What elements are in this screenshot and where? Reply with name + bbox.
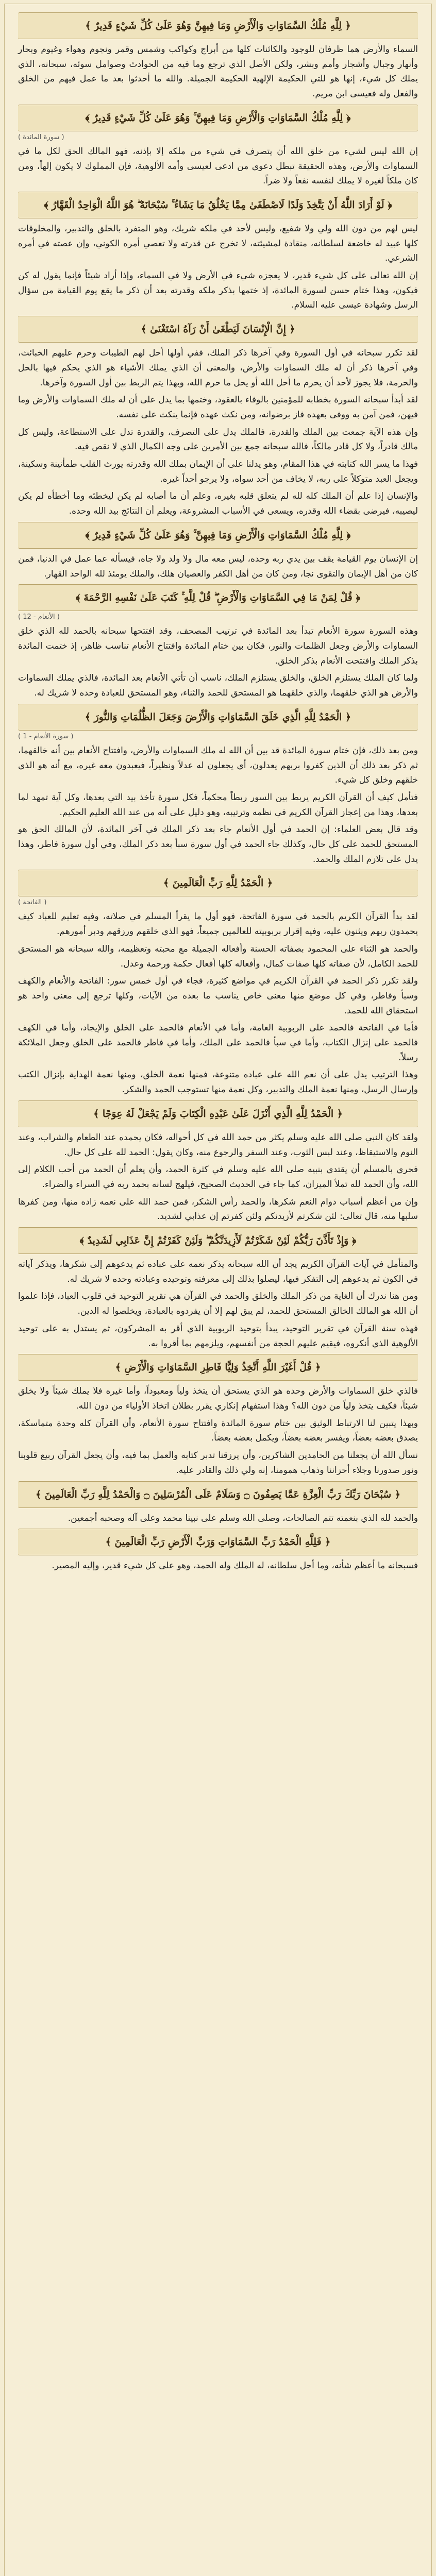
paragraph: ومن بعد ذلك، فإن ختام سورة المائدة قد بين أن الله له ملك السماوات والأرض، وافتتاح الأنعام بين أنه خالقهما، ثم ذكر بعد ذلك أن الذين كفروا بربهم يعدلون، أي يجعلون له عدلاً ونظيراً، فيعبدون معه غيره، مع أنه هو الذي خلقهم وخلق كل شيء. bbox=[18, 745, 418, 786]
verse-reference: ( سورة المائدة ) bbox=[18, 133, 64, 141]
paragraph: ولقد كان النبي صلى الله عليه وسلم يكثر من حمد الله في كل أحواله، فكان يحمده عند الطعام والشراب، وعند النوم والاستيقاظ، وعند لبس الثوب، وعند السفر والرجوع منه، وكان يقول: الحمد لله على كل حال. bbox=[18, 1132, 418, 1158]
quran-verse: ﴿ لِلَّهِ مُلْكُ السَّمَاوَاتِ وَالْأَرْضِ وَمَا فِيهِنَّ ۚ وَهُوَ عَلَىٰ كُلِّ شَيْءٍ قَدِيرٌ ﴾ bbox=[18, 522, 418, 549]
verse-reference: ( الفاتحة ) bbox=[18, 899, 47, 907]
paragraph: وهذه السورة سورة الأنعام تبدأ بعد المائدة في ترتيب المصحف، وقد افتتحها سبحانه بالحمد لله الذي خلق السماوات والأرض وجعل الظلمات والنور، فكان بين ختام المائدة وافتتاح الأنعام تناسب ظاهر، إذ ختمت المائدة بذكر الملك وافتتحت الأنعام بذكر الخلق. bbox=[18, 626, 418, 666]
paragraph: فهذه سنة القرآن في تقرير التوحيد، يبدأ بتوحيد الربوبية الذي أقر به المشركون، ثم يستدل به على توحيد الألوهية الذي أنكروه، فيقيم عليهم الحجة من أنفسهم، ويلزمهم بما أقروا به. bbox=[18, 1323, 418, 1349]
article-body bbox=[18, 42, 418, 1573]
paragraph: ليس لهم من دون الله ولي ولا شفيع، وليس لأحد في ملكه شريك، وهو المتفرد بالخلق والتدبير، والمخلوقات كلها عبيد له خاضعة لسلطانه، منقادة لمشيئته، لا تخرج عن قدرته ولا تعصي أمره الكوني، وإن عصته في أمره الشرعي. bbox=[18, 223, 418, 264]
paragraph: فهذا ما يسر الله كتابته في هذا المقام، وهو يدلنا على أن الإيمان بملك الله وقدرته يورث القلب طمأنينة وسكينة، ويجعل العبد متوكلاً على ربه، لا يخاف من أحد سواه، ولا يرجو أحداً غيره. bbox=[18, 459, 418, 484]
quran-verse: ﴿ وَإِذْ تَأَذَّنَ رَبُّكُمْ لَئِنْ شَكَرْتُمْ لَأَزِيدَنَّكُمْ ۖ وَلَئِنْ كَفَرْتُمْ إِنَّ عَذَابِي لَشَدِيدٌ ﴾ bbox=[18, 1227, 418, 1254]
paragraph: لقد بدأ القرآن الكريم بالحمد في سورة الفاتحة، فهو أول ما يقرأ المسلم في صلاته، وفيه تعليم للعباد كيف يحمدون ربهم ويثنون عليه، وفيه إقرار بربوبيته للعالمين جميعاً، فهو الذي خلقهم ورزقهم ودبر أمورهم. bbox=[18, 911, 418, 937]
paragraph: فالذي خلق السماوات والأرض وحده هو الذي يستحق أن يتخذ ولياً ومعبوداً، وأما غيره فلا يملك شيئاً ولا يخلق شيئاً، فكيف يتخذ ولياً من دون الله؟ وهذا استفهام إنكاري يقرر بطلان اتخاذ الأولياء من دون الله. bbox=[18, 1386, 418, 1411]
paragraph: والإنسان إذا علم أن الملك كله لله لم يتعلق قلبه بغيره، وعلم أن ما أصابه لم يكن ليخطئه وما أخطأه لم يكن ليصيبه، فيرضى بقضاء الله وقدره، ويسعى في الأسباب المشروعة، ويعلم أن النتائج بيد الله وحده. bbox=[18, 491, 418, 517]
paragraph: وإن هذه الآية جمعت بين الملك والقدرة، فالملك يدل على التصرف، والقدرة تدل على الاستطاعة، وليس كل مالك قادراً، ولا كل قادر مالكاً، فالله سبحانه جمع بين الأمرين على وجه الكمال الذي لا نقص فيه. bbox=[18, 427, 418, 452]
paragraph: فأما في الفاتحة فالحمد على الربوبية العامة، وأما في الأنعام فالحمد على الخلق والإيجاد، وأما في الكهف فالحمد على إنزال الكتاب، وأما في سبأ فالحمد على الملك، وأما في فاطر فالحمد على الخلق وجعل الملائكة رسلاً. bbox=[18, 1023, 418, 1063]
paragraph: وهذا الترتيب يدل على أن نعم الله على عباده متنوعة، فمنها نعمة الخلق، ومنها نعمة الهداية بإنزال الكتب وإرسال الرسل، ومنها نعمة الملك والتدبير، وكل نعمة منها تستوجب الحمد والشكر. bbox=[18, 1070, 418, 1095]
quran-verse: ﴿ الْحَمْدُ لِلَّهِ رَبِّ الْعَالَمِينَ ﴾ bbox=[18, 870, 418, 896]
paragraph: إن الله تعالى على كل شيء قدير، لا يعجزه شيء في الأرض ولا في السماء، وإذا أراد شيئاً فإنما يقول له كن فيكون، وهذا ختام حسن لسورة المائدة، إذ ختمها بذكر ملكه وقدرته بعد أن ذكر ما يقع يوم القيامة من سؤال الرسل وشهادة عيسى عليه السلام. bbox=[18, 270, 418, 311]
page bbox=[4, 4, 432, 2576]
paragraph: نسأل الله أن يجعلنا من الحامدين الشاكرين، وأن يرزقنا تدبر كتابه والعمل بما فيه، وأن يجعل القرآن ربيع قلوبنا ونور صدورنا وجلاء أحزاننا وذهاب همومنا، إنه ولي ذلك والقادر عليه. bbox=[18, 1450, 418, 1476]
quran-verse: ﴿ الْحَمْدُ لِلَّهِ الَّذِي أَنْزَلَ عَلَىٰ عَبْدِهِ الْكِتَابَ وَلَمْ يَجْعَلْ لَهُ عِوَجًا ﴾ bbox=[18, 1100, 418, 1127]
paragraph: ومن هنا ندرك أن الغاية من ذكر الملك والخلق والحمد في القرآن هي تقرير التوحيد في قلوب العباد، فإذا علموا أن الله هو المالك الخالق المستحق للحمد، لم يبق لهم إلا أن يفردوه بالعبادة، ويخلصوا له الدين. bbox=[18, 1291, 418, 1317]
paragraph: إن الإنسان يوم القيامة يقف بين يدي ربه وحده، ليس معه مال ولا ولد ولا جاه، فيسأله عما عمل في الدنيا، فمن كان من أهل الإيمان والتقوى نجا، ومن كان من أهل الكفر والعصيان هلك، والملك يومئذ لله الواحد القهار. bbox=[18, 553, 418, 579]
paragraph: فحري بالمسلم أن يقتدي بنبيه صلى الله عليه وسلم في كثرة الحمد، وأن يعلم أن الحمد من أحب الكلام إلى الله، وأن الحمد لله تملأ الميزان، كما جاء في الحديث الصحيح، فيلهج لسانه بحمد ربه في السراء والضراء. bbox=[18, 1164, 418, 1190]
quran-verse: ﴿ لِلَّهِ مُلْكُ السَّمَاوَاتِ وَالْأَرْضِ وَمَا فِيهِنَّ ۚ وَهُوَ عَلَىٰ كُلِّ شَيْءٍ قَدِيرٌ ﴾ bbox=[18, 105, 418, 131]
header-ayah bbox=[18, 12, 418, 39]
paragraph: لقد تكرر سبحانه في أول السورة وفي آخرها ذكر الملك، ففي أولها أحل لهم الطيبات وحرم عليهم الخبائث، وفي آخرها ذكر أن له ملك السماوات والأرض، والمعنى أن الذي يملك الأشياء هو الذي يحكم فيها بالحل والحرمة، فلا يجوز لأحد أن يحرم ما أحل الله أو يحل ما حرم الله، وبهذا يتم الربط بين أول السورة وآخرها. bbox=[18, 348, 418, 388]
verse-reference: ( الأنعام - 12 ) bbox=[18, 613, 60, 621]
paragraph: إن الله ليس لشيء من خلق الله أن يتصرف في شيء من ملكه إلا بإذنه، فهو المالك الحق لكل ما في السماوات والأرض، وهذه الحقيقة تبطل دعوى من ادعى لعيسى وأمه الألوهية، فإن المملوك لا يكون إلهاً، ومن كان ملكاً لغيره لا يملك لنفسه نفعاً ولا ضراً. bbox=[18, 146, 418, 187]
verse-reference: ( سورة الأنعام - 1 ) bbox=[18, 732, 74, 740]
paragraph: لقد أبدأ سبحانه السورة بخطابه للمؤمنين بالوفاء بالعقود، وختمها بما يدل على أن له ملك السماوات والأرض وما فيهن، فمن آمن به ووفى بعهده فاز برضوانه، ومن نكث عهده فإنما ينكث على نفسه. bbox=[18, 395, 418, 420]
paragraph: وقد قال بعض العلماء: إن الحمد في أول الأنعام جاء بعد ذكر الملك في آخر المائدة، لأن المالك الحق هو المستحق للحمد على كل حال، وكذلك جاء الحمد في أول سورة سبأ بعد ذكر الملك، وفي أول سورة فاطر، وهذا يدل على تلازم الملك والحمد. bbox=[18, 824, 418, 865]
paragraph: والحمد لله الذي بنعمته تتم الصالحات، وصلى الله وسلم على نبينا محمد وعلى آله وصحبه أجمعين. bbox=[68, 1513, 418, 1523]
quran-verse: ﴿ لَوْ أَرَادَ اللَّهُ أَنْ يَتَّخِذَ وَلَدًا لَاصْطَفَىٰ مِمَّا يَخْلُقُ مَا يَشَاءُ ۚ سُبْحَانَهُ ۖ هُوَ اللَّهُ الْوَاحِدُ الْقَهَّارُ ﴾ bbox=[18, 192, 418, 218]
paragraph: ولقد تكرر ذكر الحمد في القرآن الكريم في مواضع كثيرة، فجاء في أول خمس سور: الفاتحة والأنعام والكهف وسبأ وفاطر، وفي كل موضع منها معنى خاص يناسب ما بعده من الآيات، وكلها ترجع إلى معنى واحد هو استحقاق الله للحمد. bbox=[18, 976, 418, 1016]
paragraph: فسبحانه ما أعظم شأنه، وما أجل سلطانه، له الملك وله الحمد، وهو على كل شيء قدير، وإليه المصير. bbox=[52, 1561, 418, 1571]
content bbox=[5, 4, 431, 1573]
paragraph: وبهذا يتبين لنا الارتباط الوثيق بين ختام سورة المائدة وافتتاح سورة الأنعام، وأن القرآن كله وحدة متماسكة، يصدق بعضه بعضاً، ويفسر بعضه بعضاً، ويكمل بعضه بعضاً. bbox=[18, 1418, 418, 1444]
paragraph: وإن من أعظم أسباب دوام النعم شكرها، والحمد رأس الشكر، فمن حمد الله على نعمه زاده منها، ومن كفرها سلبها منه، قال تعالى: لئن شكرتم لأزيدنكم ولئن كفرتم إن عذابي لشديد. bbox=[18, 1196, 418, 1222]
quran-verse: ﴿ الْحَمْدُ لِلَّهِ الَّذِي خَلَقَ السَّمَاوَاتِ وَالْأَرْضَ وَجَعَلَ الظُّلُمَاتِ وَالنُّورَ ﴾ bbox=[18, 704, 418, 731]
paragraph: السماء والأرض هما ظرفان للوجود والكائنات كلها من أبراج وكواكب وشمس وقمر ونجوم وهواء وغيوم وبحار وأنهار وجبال وأشجار وأمم وبشر، ولكن الأصل الذي ترجع وما فيه من الحوادث وصوامل سوئه، سبحانه، الذي يملك كل شيء، إنها هو للتي الحكيمة الإلهية الحكيمة الجميلة. والله ما أحدثوا بعد ما عمل فيهم من الخلق والفعل وله فعيسى ابن مريم. bbox=[18, 44, 418, 99]
quran-verse: ﴿ فَلِلَّهِ الْحَمْدُ رَبِّ السَّمَاوَاتِ وَرَبِّ الْأَرْضِ رَبِّ الْعَالَمِينَ ﴾ bbox=[18, 1529, 418, 1555]
quran-verse: ﴿ سُبْحَانَ رَبِّكَ رَبِّ الْعِزَّةِ عَمَّا يَصِفُونَ ۝ وَسَلَامٌ عَلَى الْمُرْسَلِينَ ۝ وَالْحَمْدُ لِلَّهِ رَبِّ الْعَالَمِينَ ﴾ bbox=[18, 1481, 418, 1508]
quran-verse: ﴿ قُلْ أَغَيْرَ اللَّهِ أَتَّخِذُ وَلِيًّا فَاطِرِ السَّمَاوَاتِ وَالْأَرْضِ ﴾ bbox=[18, 1354, 418, 1381]
paragraph: والحمد هو الثناء على المحمود بصفاته الحسنة وأفعاله الجميلة مع محبته وتعظيمه، والله سبحانه هو المستحق للحمد الكامل، لأن صفاته كلها صفات كمال، وأفعاله كلها أفعال حكمة ورحمة وعدل. bbox=[18, 943, 418, 969]
quran-verse: ﴿ إِنَّ الْإِنْسَانَ لَيَطْغَىٰ أَنْ رَآهُ اسْتَغْنَىٰ ﴾ bbox=[18, 316, 418, 343]
paragraph: فتأمل كيف أن القرآن الكريم يربط بين السور ربطاً محكماً، فكل سورة تأخذ بيد التي بعدها، وكل آية تمهد لما بعدها، وهذا من إعجاز القرآن الكريم في نظمه وترتيبه، وهو دليل على أنه من عند الله العليم الحكيم. bbox=[18, 792, 418, 818]
paragraph: والمتأمل في آيات القرآن الكريم يجد أن الله سبحانه يذكر نعمه على عباده ثم يدعوهم إلى شكرها، ويذكر آياته في الكون ثم يدعوهم إلى التفكر فيها، ليصلوا بذلك إلى معرفته وتوحيده وعبادته وحده لا شريك له. bbox=[18, 1259, 418, 1284]
paragraph: ولما كان الملك يستلزم الخلق، والخلق يستلزم الملك، ناسب أن تأتي الأنعام بعد المائدة، فالذي يملك السماوات والأرض هو الذي خلقهما، والذي خلقهما هو المستحق للحمد والثناء، وهو المستحق للعبادة وحده لا شريك له. bbox=[18, 673, 418, 699]
quran-verse: ﴿ قُلْ لِمَنْ مَا فِي السَّمَاوَاتِ وَالْأَرْضِ ۖ قُلْ لِلَّهِ ۚ كَتَبَ عَلَىٰ نَفْسِهِ الرَّحْمَةَ ﴾ bbox=[18, 584, 418, 611]
header-ayah-text: ﴿ لِلَّهِ مُلْكُ السَّمَاوَاتِ وَالْأَرْضِ وَمَا فِيهِنَّ وَهُوَ عَلَىٰ كُلِّ شَيْءٍ قَدِيرٌ ﴾ bbox=[85, 20, 351, 31]
